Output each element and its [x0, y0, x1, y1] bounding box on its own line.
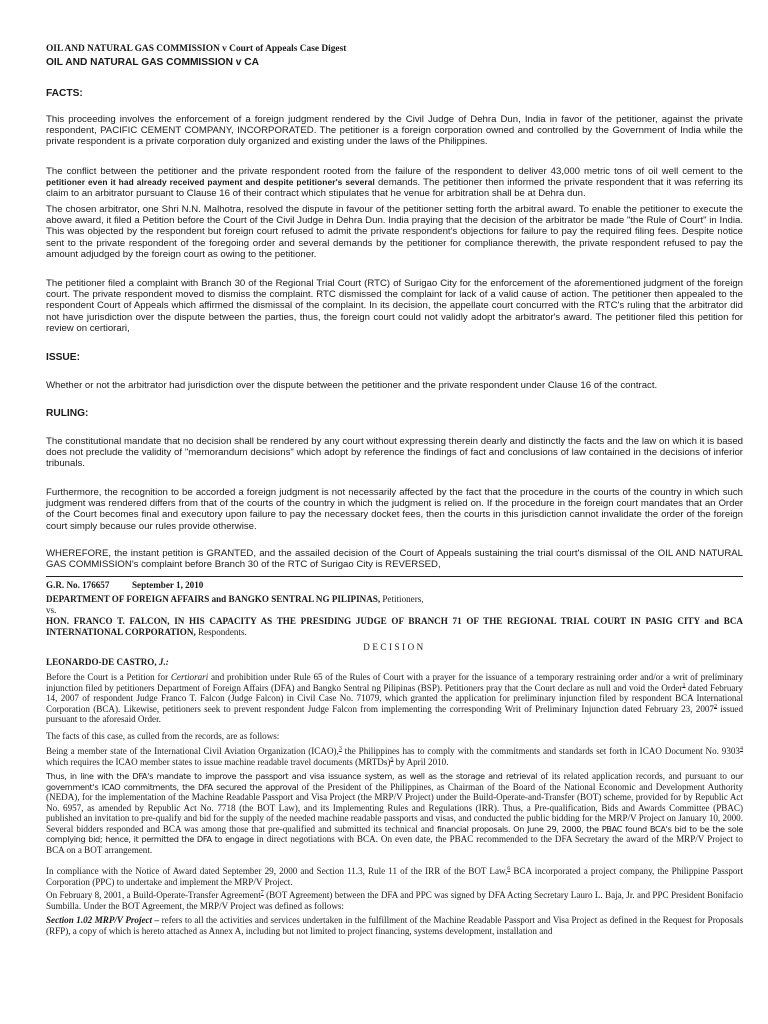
p4-text-c: in direct negotiations with BCA. On even date, the PBAC recommended to the DFA Secretary the award of the MRP/V Project to BCA on a BOT arrangement. — [46, 834, 743, 855]
footnote-link-2[interactable]: 2 — [713, 703, 717, 710]
respondents-label: Respondents. — [195, 626, 247, 637]
decision-paragraph-2: The facts of this case, as culled from the records, are as follows: — [46, 731, 280, 741]
p1-text-a: Before the Court is a Petition for — [46, 672, 171, 682]
p3-text-c: which requires the ICAO member states to issue machine readable travel documents (MRTDs) — [46, 756, 391, 767]
p6-text-b: (BOT Agreement) between the DFA and PPC was signed by DFA Acting Secretary Lauro L. Baja, Jr. and PPC President Bonifacio Sumbilla. Under the BOT Agreement, the MRP/V Project was defined as follows: — [46, 890, 743, 911]
respondents-line — [46, 616, 743, 637]
respondents-names: HON. FRANCO T. FALCON, IN HIS CAPACITY AS THE PRESIDING JUDGE OF BRANCH 71 OF THE REGIONAL TRIAL COURT IN PASIG CITY and BCA INTERNATIONAL CORPORATION, — [46, 616, 743, 637]
p5-text-a: In compliance with the Notice of Award dated September 29, 2000 and Section 11.3, Rule 11 of the IRR of the BOT Law, — [46, 866, 508, 876]
ponente-line — [46, 657, 743, 668]
section-text: refers to all the activities and services undertaken in the fulfillment of the Machine Readable Passport and Visa Project as defined in the Request for Proposals (RFP), a copy of which is hereto attached as Annex A, including but not limited to project financing, systems development, installation and — [46, 915, 743, 936]
versus-line: vs. — [46, 605, 57, 615]
p1-text-c: dated February 14, 2007 of respondent Judge Franco T. Falcon (Judge Falcon) in Civil Case No. 71079, which granted the application for preliminary injunction filed by respondent BCA International Corporation (BCA). Likewise, petitioners seek to prevent respondent Judge Falcon from implementing the corresponding Writ of Preliminary Injunction dated February 23, 2007 — [46, 682, 743, 714]
p1-certiorari: Certiorari — [170, 672, 209, 682]
footnote-link-4[interactable]: 4 — [739, 745, 743, 752]
facts-paragraph-3: The chosen arbitrator, one Shri N.N. Malhotra, resolved the dispute in favour of the petitioner setting forth the arbitral award. To enable the petitioner to execute the above award, it filed a Petition before the Court of the Civil Judge in Dehra Dun. India praying that the decision of the arbitrator be made "the Rule of Court" in India. This was objected by the respondent but foreign court refused to admit the private respondent's objections for failure to pay the required filing fees. Despite notice sent to the private respondent of the foregoing order and several demands by the petitioner for compliance therewith, the private respondent refused to pay the amount adjudged by the foreign court as owing to the petitioner. — [46, 204, 743, 260]
facts-paragraph-1: This proceeding involves the enforcement of a foreign judgment rendered by the Civil Judge of Dehra Dun, India in favor of the petitioner, against the private respondent, PACIFIC CEMENT COMPANY, INCORPORATED. The petitioner is a foreign corporation owned and controlled by the Government of India while the private respondent is a private corporation duly organized and existing under the laws of the Philippines. — [46, 114, 743, 148]
decision-paragraph-3 — [46, 746, 743, 767]
decision-paragraph-5 — [46, 866, 743, 887]
footnote-link-5[interactable]: 5 — [390, 756, 394, 763]
ruling-paragraph-1: The constitutional mandate that no decision shall be rendered by any court without expressing therein dearly and distinctly the facts and the law on which it is based does not preclude the validity of "memorandum decisions" which adopt by reference the findings of fact and conclusions of law contained in the decisions of inferior tribunals. — [46, 436, 743, 470]
ruling-heading: RULING: — [46, 408, 89, 419]
decision-heading: DECISION — [363, 642, 426, 652]
petitioners-line — [46, 594, 743, 605]
p4-text-a: f its related application records, and pursuant to — [545, 771, 731, 781]
decision-date: September 1, 2010 — [132, 580, 204, 590]
decision-paragraph-4 — [46, 771, 743, 855]
p4-text-alt-1: Thus, in line with the DFA's mandate to improve the passport and visa issuance system, as well as the storage and retrieval o — [46, 771, 546, 781]
section-divider — [46, 576, 743, 577]
facts-paragraph-4: The petitioner filed a complaint with Branch 30 of the Regional Trial Court (RTC) of Surigao City for the enforcement of the aforementioned judgment of the foreign court. The private respondent moved to dismiss the complaint. RTC dismissed the complaint for lack of a valid cause of action. The petitioner then appealed to the respondent Court of Appeals which affirmed the dismissal of the complaint. In its decision, the appellate court concurred with the RTC's ruling that the arbitrator did not have jurisdiction over the dispute between the parties, thus, the foreign court could not validly adopt the arbitrator's award. The petitioner filed this petition for review on certiorari, — [46, 278, 743, 334]
petitioners-names: DEPARTMENT OF FOREIGN AFFAIRS and BANGKO SENTRAL NG PILIPINAS, — [46, 594, 381, 604]
facts-p2-text-b: petitioner even it had already received payment and despite petitioner's several — [46, 177, 375, 188]
p4-text-b: of the President of the Philippines, as Chairman of the Board of the National Economic and Development Authority (NEDA), for the implementation of the Machine Readable Passport and Visa Project (the MRP/V Project) under the Build-Operate-and-Transfer (BOT) scheme, provided for by Republic Act No. 6957, as amended by Republic Act No. 7718 (the BOT Law), and its Implementing Rules and Regulations (IRR). Thus, a Pre-qualification, Bids and Awards Committee (PBAC) published an invitation to pre-qualify and bid for the supply of the needed machine readable passports and visas, and conducted the public bidding for the MRP/V Project on January 10, 2000. Several bidders responded and BCA was among those that pre-qualified and submitted its technical and — [46, 781, 743, 834]
decision-paragraph-1 — [46, 672, 743, 725]
p5-text-b: BCA incorporated a project company, the Philippine Passport Corporation (PPC) to undertake and implement the MRP/V Project. — [46, 866, 743, 887]
issue-paragraph: Whether or not the arbitrator had jurisdiction over the dispute between the petitioner and the private respondent under Clause 16 of the contract. — [46, 380, 658, 391]
p1-text-b: and prohibition under Rule 65 of the Rules of Court with a prayer for the issuance of a temporary restraining order and/or a writ of preliminary injunction filed by petitioners Department of Foreign Affairs (DFA) and Bangko Sentral ng Pilipinas (BSP). Petitioners pray that the Court declare as null and void the Order — [46, 672, 744, 693]
footnote-link-3[interactable]: 3 — [338, 745, 342, 752]
facts-paragraph-2 — [46, 166, 743, 200]
case-title: OIL AND NATURAL GAS COMMISSION v CA — [46, 57, 260, 68]
p3-text-b: the Philippines has to comply with the commitments and standards set forth in ICAO Document No. 9303 — [341, 746, 740, 756]
footnote-link-7[interactable]: 7 — [260, 889, 264, 896]
section-label: Section 1.02 MRP/V Project – — [46, 915, 160, 925]
digest-header-title: OIL AND NATURAL GAS COMMISSION v Court of Appeals Case Digest — [46, 44, 347, 54]
gr-number: G.R. No. 176657 — [46, 580, 110, 590]
decision-paragraph-7 — [46, 915, 743, 936]
p6-text-a: On February 8, 2001, a Build-Operate-Transfer Agreement — [46, 890, 261, 900]
ruling-paragraph-3: WHEREFORE, the instant petition is GRANTED, and the assailed decision of the Court of Appeals sustaining the trial court's dismissal of the OIL AND NATURAL GAS COMMISSION's complaint before Branch 30 of the RTC of Surigao City is REVERSED, — [46, 548, 743, 571]
ponente-title: J.: — [156, 657, 169, 667]
petitioners-label: Petitioners, — [380, 594, 424, 604]
facts-p2-text-c: demands. The petitioner then informed the private respondent that it was referring its claim to an arbitrator pursuant to Clause 16 of their contract which stipulates that he venue for arbitration shall be at Dehra dun. — [46, 177, 743, 200]
footnote-link-1[interactable]: 1 — [682, 682, 686, 689]
p4-text-alt-2: our government's ICAO commitments, the DFA secured the approval — [46, 771, 743, 792]
ponente-name: LEONARDO-DE CASTRO, — [46, 657, 157, 667]
p4-text-alt-3: financial proposals. On June 29, 2000, the PBAC found BCA's bid to be the sole complying bid; hence, it permitted the DFA to engage — [46, 823, 743, 844]
decision-paragraph-6 — [46, 890, 743, 911]
footnote-link-6[interactable]: 6 — [507, 865, 511, 872]
p3-text-d: by April 2010. — [393, 756, 449, 767]
facts-heading: FACTS: — [46, 88, 83, 99]
p1-text-d: issued pursuant to the aforesaid Order. — [46, 703, 743, 724]
case-number-line — [46, 580, 743, 591]
ruling-paragraph-2: Furthermore, the recognition to be accorded a foreign judgment is not necessarily affected by the fact that the procedure in the courts of the country in which such judgment was rendered differs from that of the courts of the country in which the judgment is relied on. If the procedure in the foreign court mandates that an Order of the Court becomes final and executory upon failure to pay the necessary docket fees, then the courts in this jurisdiction cannot invalidate the order of the foreign court simply because our rules provide otherwise. — [46, 487, 743, 532]
issue-heading: ISSUE: — [46, 352, 80, 363]
p3-text-a: Being a member state of the International Civil Aviation Organization (ICAO), — [46, 746, 339, 756]
facts-p2-text-a: The conflict between the petitioner and the private respondent rooted from the failure of the respondent to deliver 43,000 metric tons of oil well cement to the — [46, 166, 743, 177]
